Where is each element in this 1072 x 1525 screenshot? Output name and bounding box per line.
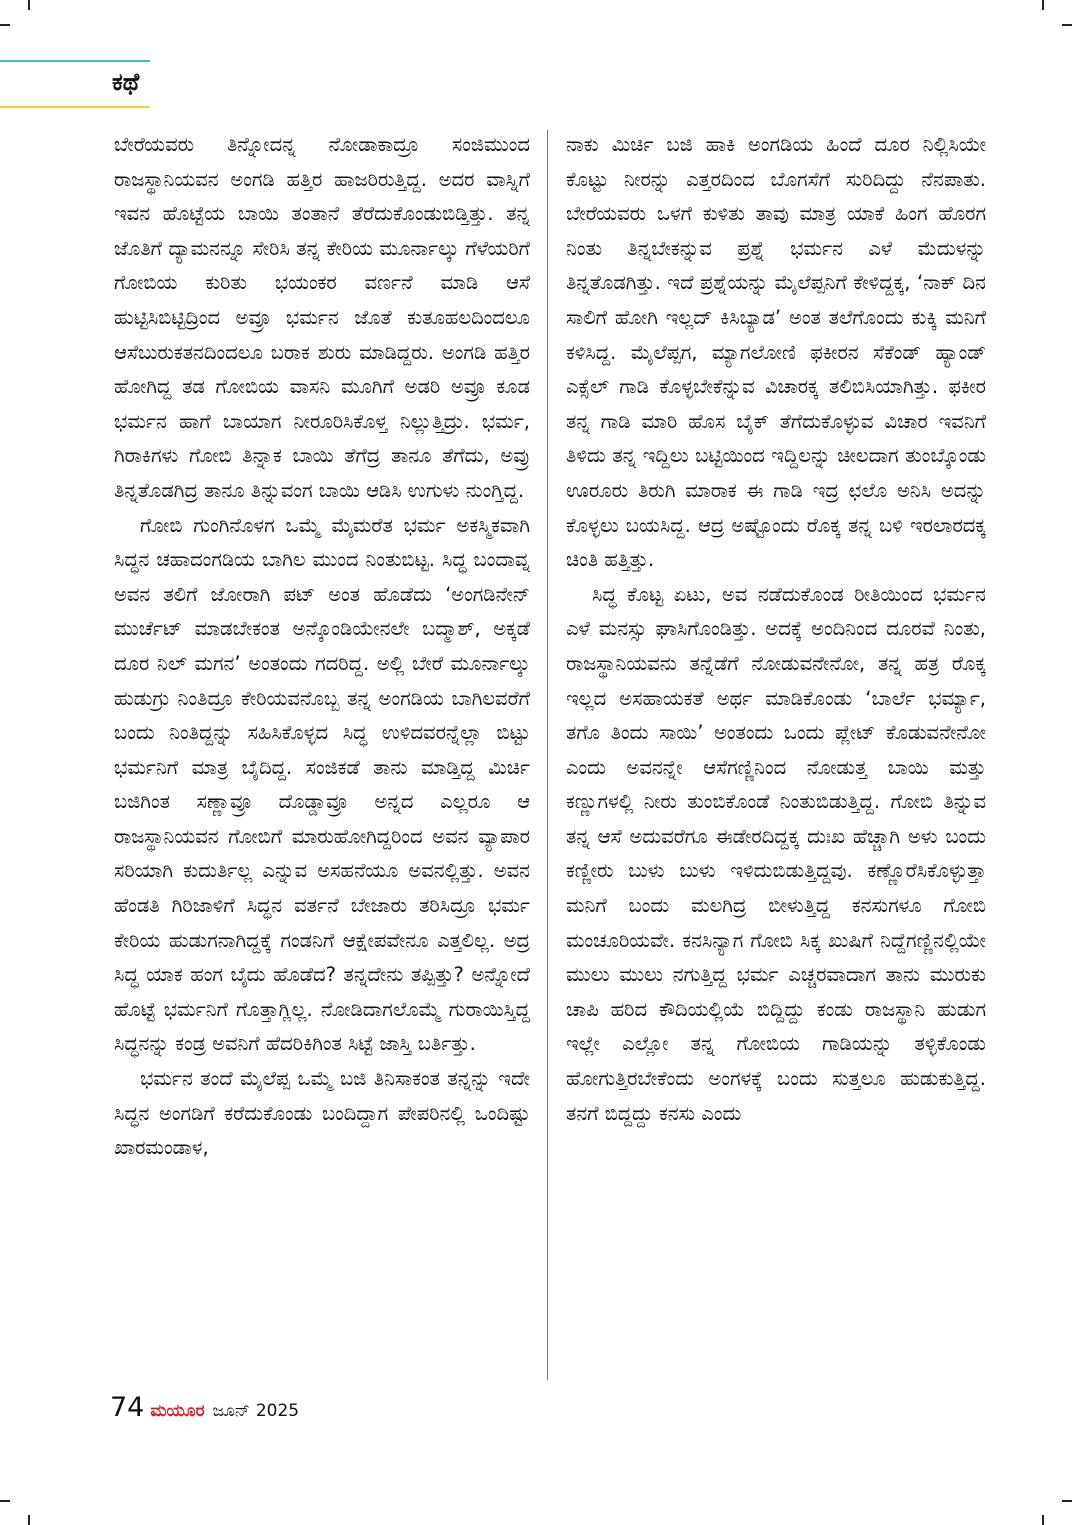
left-column [114, 128, 530, 1378]
right-column [566, 128, 986, 1378]
section-header [0, 60, 150, 108]
column-divider [547, 130, 548, 1380]
paragraph: ಸಿದ್ಧ ಕೊಟ್ಟ ಏಟು, ಅವ ನಡೆದುಕೊಂಡ ರೀತಿಯಿಂದ ಭರ್ಮನ ಎಳೆ ಮನಸ್ಸು ಘಾಸಿಗೊಂಡಿತ್ತು. ಅದಕ್ಕೆ ಅಂದಿನಿಂದ ದೂರವೆ ನಿಂತು, ರಾಜಸ್ಥಾನಿಯವನು ತನ್ನೆಡೆಗೆ ನೋಡುವನೇನೋ, ತನ್ನ ಹತ್ರ ರೊಕ್ಕ ಇಲ್ಲದ ಅಸಹಾಯಕತೆ ಅರ್ಥ ಮಾಡಿಕೊಂಡು ‘ಬಾರ್ಲೆ ಭರ್ಮ್ಯಾ, ತಗೊ ತಿಂದು ಸಾಯಿ’ ಅಂತಂದು ಒಂದು ಪ್ಲೇಟ್ ಕೊಡುವನೇನೋ ಎಂದು ಅವನನ್ನೇ ಆಸೆಗಣ್ಣಿನಿಂದ ನೋಡುತ್ತ ಬಾಯಿ ಮತ್ತು ಕಣ್ಣುಗಳಲ್ಲಿ ನೀರು ತುಂಬಿಕೊಂಡೆ ನಿಂತುಬಿಡುತ್ತಿದ್ದ. ಗೋಬಿ ತಿನ್ನುವ ತನ್ನ ಆಸೆ ಅದುವರೆಗೂ ಈಡೇರದಿದ್ದಕ್ಕ ದುಃಖ ಹೆಚ್ಚಾಗಿ ಅಳು ಬಂದು ಕಣ್ಣೀರು ಬುಳು ಬುಳು ಇಳಿದುಬಿಡುತ್ತಿದ್ದವು. ಕಣ್ಣೊರೆಸಿಕೊಳ್ಳುತ್ತಾ ಮನಿಗೆ ಬಂದು ಮಲಗಿದ್ರ ಬೀಳುತ್ತಿದ್ದ ಕನಸುಗಳೂ ಗೋಬಿ ಮಂಚೂರಿಯವೇ. ಕನಸಿನ್ಯಾಗ ಗೋಬಿ ಸಿಕ್ಕ ಖುಷಿಗೆ ನಿದ್ದೆಗಣ್ಣಿನಲ್ಲಿಯೇ ಮುಲು ಮುಲು ನಗುತ್ತಿದ್ದ ಭರ್ಮ ಎಚ್ಚರವಾದಾಗ ತಾನು ಮುರುಕು ಚಾಪಿ ಹರಿದ ಕೌದಿಯಲ್ಲಿಯೆ ಬಿದ್ದಿದ್ದು ಕಂಡು ರಾಜಸ್ಥಾನಿ ಹುಡುಗ ಇಲ್ಲೇ ಎಲ್ಲೋ ತನ್ನ ಗೋಬಿಯ ಗಾಡಿಯನ್ನು ತಳ್ಳಿಕೊಂಡು ಹೋಗುತ್ತಿರಬೇಕೆಂದು ಅಂಗಳಕ್ಕೆ ಬಂದು ಸುತ್ತಲೂ ಹುಡುಕುತ್ತಿದ್ದ. ತನಗೆ ಬಿದ್ದದ್ದು ಕನಸು ಎಂದು [566, 582, 986, 1125]
page-footer [110, 1392, 299, 1428]
crop-mark [1042, 1515, 1044, 1525]
crop-mark [1042, 0, 1044, 10]
crop-mark [1062, 24, 1072, 26]
section-label: ಕಥೆ [112, 68, 140, 96]
issue-year: 2025 [255, 1401, 300, 1421]
section-rule-bottom [0, 106, 150, 108]
paragraph: ಗೋಬಿ ಗುಂಗಿನೊಳಗ ಒಮ್ಮೆ ಮೈಮರೆತ ಭರ್ಮ ಅಕಸ್ಮಿಕವಾಗಿ ಸಿದ್ಧನ ಚಹಾದಂಗಡಿಯ ಬಾಗಿಲ ಮುಂದ ನಿಂತುಬಿಟ್ಟ. ಸಿದ್ಧ ಬಂದಾವ್ನ ಅವನ ತಲಿಗೆ ಜೋರಾಗಿ ಪಟ್ ಅಂತ ಹೊಡೆದು ‘ಅಂಗಡಿನೇನ್ ಮುರ್ಚೆಟ್ ಮಾಡಬೇಕಂತ ಅನ್ಕೊಂಡಿಯೇನಲೇ ಬದ್ಮಾಶ್, ಅಕ್ಕಡೆ ದೂರ ನಿಲ್ ಮಗನ’ ಅಂತಂದು ಗದರಿದ್ದ. ಅಲ್ಲಿ ಬೇರೆ ಮೂರ್ನಾಲ್ಕು ಹುಡುಗ್ರು ನಿಂತಿದ್ರೂ ಕೇರಿಯವನೊಬ್ಬ ತನ್ನ ಅಂಗಡಿಯ ಬಾಗಿಲವರೆಗೆ ಬಂದು ನಿಂತಿದ್ದನ್ನು ಸಹಿಸಿಕೊಳ್ಳದ ಸಿದ್ಧ ಉಳಿದವರನ್ನೆಲ್ಲಾ ಬಿಟ್ಟು ಭರ್ಮನಿಗೆ ಮಾತ್ರ ಬೈದಿದ್ದ. ಸಂಜಿಕಡೆ ತಾನು ಮಾಡ್ತಿದ್ದ ಮಿರ್ಚಿ ಬಜಿಗಿಂತ ಸಣ್ಣಾವ್ರೂ ದೊಡ್ಡಾವ್ರೂ ಅನ್ನದ ಎಲ್ಲರೂ ಆ ರಾಜಸ್ಥಾನಿಯವನ ಗೋಬಿಗೆ ಮಾರುಹೋಗಿದ್ದರಿಂದ ಅವನ ವ್ಯಾಪಾರ ಸರಿಯಾಗಿ ಕುದುರ್ತಿಲ್ಲ ಎನ್ನುವ ಅಸಹನೆಯೂ ಅವನಲ್ಲಿತ್ತು. ಅವನ ಹೆಂಡತಿ ಗಿರಿಜಾಳಿಗೆ ಸಿದ್ಧನ ವರ್ತನೆ ಬೇಜಾರು ತರಿಸಿದ್ರೂ ಭರ್ಮ ಕೇರಿಯ ಹುಡುಗನಾಗಿದ್ದಕ್ಕೆ ಗಂಡನಿಗೆ ಆಕ್ಷೇಪವೇನೂ ಎತ್ತಲಿಲ್ಲ. ಅದ್ರ ಸಿದ್ಧ ಯಾಕ ಹಂಗ ಬೈದು ಹೊಡೆದ? ತನ್ನದೇನು ತಪ್ಪಿತ್ತು? ಅನ್ನೋದೆ ಹೊಟ್ಟೆ ಭರ್ಮನಿಗೆ ಗೊತ್ತಾಗ್ಲಿಲ್ಲ. ನೋಡಿದಾಗಲೊಮ್ಮೆ ಗುರಾಯಿಸ್ತಿದ್ದ ಸಿದ್ಧನನ್ನು ಕಂಡ್ರ ಅವನಿಗೆ ಹೆದರಿಕಿಗಿಂತ ಸಿಟ್ಟೆ ಜಾಸ್ತಿ ಬರ್ತಿತ್ತು. [114, 513, 530, 1056]
paragraph: ಭರ್ಮನ ತಂದೆ ಮೈಲೆಪ್ಪ ಒಮ್ಮೆ ಬಜಿ ತಿನಿಸಾಕಂತ ತನ್ನನ್ನು ಇದೇ ಸಿದ್ಧನ ಅಂಗಡಿಗೆ ಕರೆದುಕೊಂಡು ಬಂದಿದ್ದಾಗ ಪೇಪರಿನಲ್ಲಿ ಒಂದಿಷ್ಟು ಖಾರಮಂಡಾಳ, [114, 1067, 530, 1160]
paragraph: ಬೇರೆಯವರು ತಿನ್ನೋದನ್ನ ನೋಡಾಕಾದ್ರೂ ಸಂಜಿಮುಂದ ರಾಜಸ್ಥಾನಿಯವನ ಅಂಗಡಿ ಹತ್ತಿರ ಹಾಜರಿರುತ್ತಿದ್ದ. ಅದರ ವಾಸ್ನಿಗೆ ಇವನ ಹೊಟ್ಟೆಯ ಬಾಯಿ ತಂತಾನೆ ತೆರೆದುಕೊಂಡುಬಿಡ್ತಿತ್ತು. ತನ್ನ ಜೊತಿಗೆ ದ್ಯಾಮನನ್ನೂ ಸೇರಿಸಿ ತನ್ನ ಕೇರಿಯ ಮೂರ್ನಾಲ್ಕು ಗೆಳೆಯರಿಗೆ ಗೋಬಿಯ ಕುರಿತು ಭಯಂಕರ ವರ್ಣನೆ ಮಾಡಿ ಆಸೆ ಹುಟ್ಟಿಸಿಬಿಟ್ಟಿದ್ರಿಂದ ಅವ್ರೂ ಭರ್ಮನ ಜೊತೆ ಕುತೂಹಲದಿಂದಲೂ ಆಸೆಬುರುಕತನದಿಂದಲೂ ಬರಾಕ ಶುರು ಮಾಡಿದ್ದರು. ಅಂಗಡಿ ಹತ್ತಿರ ಹೋಗಿದ್ದ ತಡ ಗೋಬಿಯ ವಾಸನಿ ಮೂಗಿಗೆ ಅಡರಿ ಅವ್ರೂ ಕೂಡ ಭರ್ಮನ ಹಾಗೆ ಬಾಯಾಗ ನೀರೂರಿಸಿಕೊಳ್ತ ನಿಲ್ಲುತ್ತಿದ್ರು. ಭರ್ಮ, ಗಿರಾಕಿಗಳು ಗೋಬಿ ತಿನ್ನಾಕ ಬಾಯಿ ತೆಗೆದ್ರ ತಾನೂ ತೆಗೆದು, ಅವ್ರು ತಿನ್ನತೊಡಗಿದ್ರ ತಾನೂ ತಿನ್ನುವಂಗ ಬಾಯಿ ಆಡಿಸಿ ಉಗುಳು ನುಂಗ್ತಿದ್ದ. [114, 133, 530, 502]
magazine-name: ಮಯೂರ [150, 1401, 205, 1421]
crop-mark [0, 1500, 10, 1502]
issue-month: ಜೂನ್ [212, 1401, 250, 1421]
section-rule-top [0, 60, 150, 62]
crop-mark [0, 24, 10, 26]
crop-mark [28, 1515, 30, 1525]
page-number: 74 [110, 1392, 145, 1423]
crop-mark [28, 0, 30, 10]
paragraph: ನಾಕು ಮಿರ್ಚಿ ಬಜಿ ಹಾಕಿ ಅಂಗಡಿಯ ಹಿಂದೆ ದೂರ ನಿಲ್ಲಿಸಿಯೇ ಕೊಟ್ಟು ನೀರನ್ನು ಎತ್ತರದಿಂದ ಬೊಗಸೆಗೆ ಸುರಿದಿದ್ದು ನೆನಪಾತು. ಬೇರೆಯವರು ಒಳಗೆ ಕುಳಿತು ತಾವು ಮಾತ್ರ ಯಾಕೆ ಹಿಂಗ ಹೊರಗ ನಿಂತು ತಿನ್ನಬೇಕನ್ನುವ ಪ್ರಶ್ನೆ ಭರ್ಮನ ಎಳೆ ಮೆದುಳನ್ನು ತಿನ್ನತೊಡಗಿತ್ತು. ಇದೆ ಪ್ರಶ್ನೆಯನ್ನು ಮೈಲೆಪ್ಪನಿಗೆ ಕೇಳಿದ್ದಕ್ಕ, ‘ನಾಕ್ ದಿನ ಸಾಲಿಗೆ ಹೋಗಿ ಇಲ್ಲದ್ ಕಿಸಿಬ್ಯಾಡ’ ಅಂತ ತಲೆಗೊಂದು ಕುಕ್ಕಿ ಮನಿಗೆ ಕಳಿಸಿದ್ದ. ಮೈಲೆಪ್ಪಗ, ಮ್ಯಾಗಲೋಣಿ ಫಕೀರನ ಸೆಕೆಂಡ್ ಹ್ಯಾಂಡ್ ಎಕ್ಸೆಲ್ ಗಾಡಿ ಕೊಳ್ಳಬೇಕೆನ್ನುವ ವಿಚಾರಕ್ಕ ತಲಿಬಿಸಿಯಾಗಿತ್ತು. ಫಕೀರ ತನ್ನ ಗಾಡಿ ಮಾರಿ ಹೊಸ ಬೈಕ್ ತೆಗೆದುಕೊಳ್ಳುವ ವಿಚಾರ ಇವನಿಗೆ ತಿಳಿದು ತನ್ನ ಇದ್ದಿಲು ಬಟ್ಟಿಯಿಂದ ಇದ್ದಿಲನ್ನು ಚೀಲದಾಗ ತುಂಬ್ಕೊಂಡು ಊರೂರು ತಿರುಗಿ ಮಾರಾಕ ಈ ಗಾಡಿ ಇದ್ರ ಛಲೊ ಅನಿಸಿ ಅದನ್ನು ಕೊಳ್ಳಲು ಬಯಸಿದ್ದ. ಆದ್ರ ಅಷ್ಟೊಂದು ರೊಕ್ಕ ತನ್ನ ಬಳಿ ಇರಲಾರದಕ್ಕ ಚಿಂತಿ ಹತ್ತಿತ್ತು. [566, 133, 986, 572]
crop-mark [1062, 1500, 1072, 1502]
